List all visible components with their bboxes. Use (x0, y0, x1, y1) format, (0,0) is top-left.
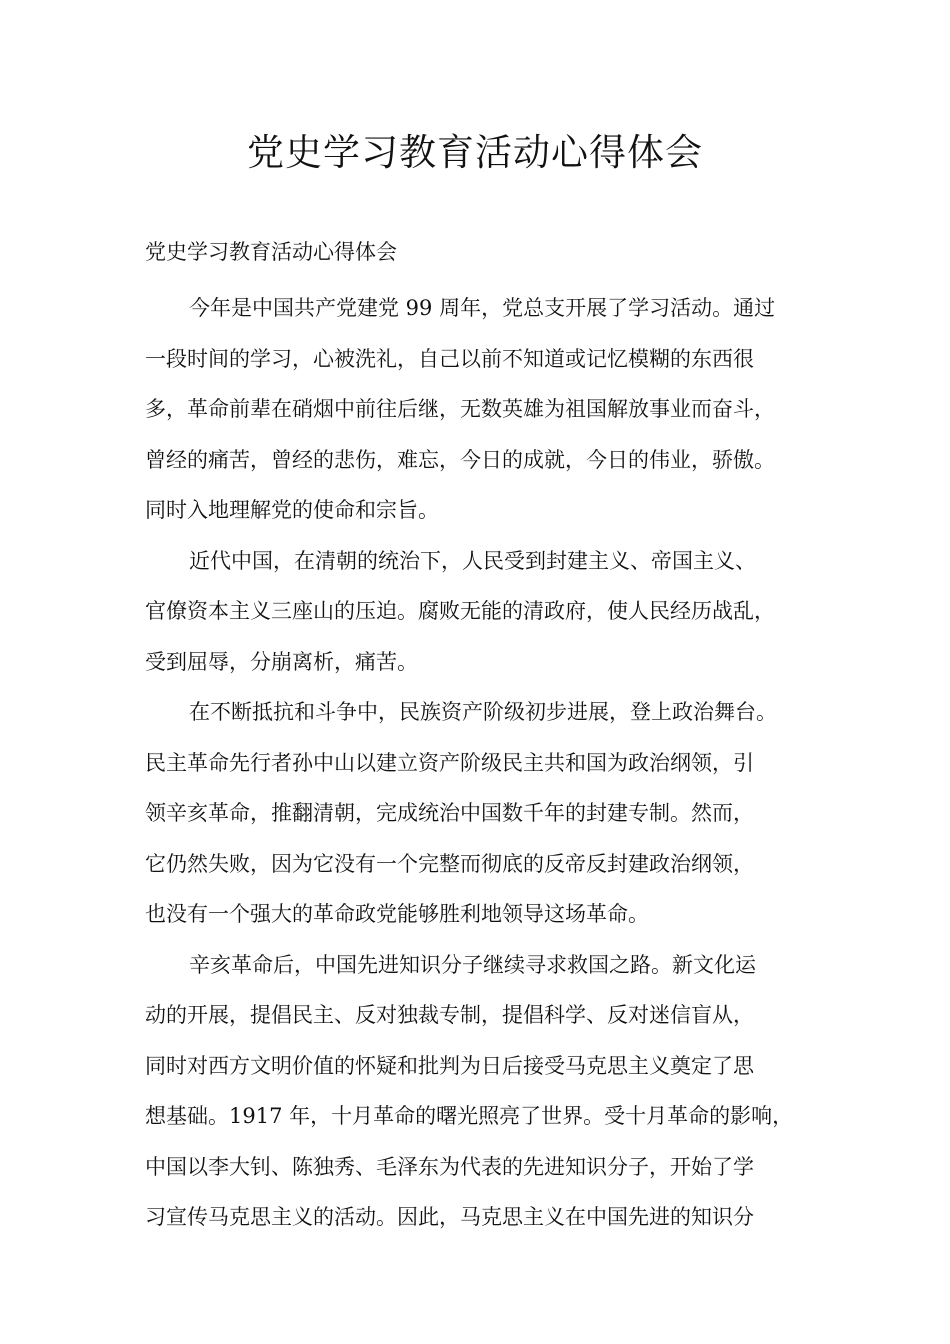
paragraph-line: 受到屈辱，分崩离析，痛苦。 (145, 649, 418, 674)
paragraph-line: 领辛亥革命，推翻清朝，完成统治中国数千年的封建专制。然而， (145, 801, 754, 825)
paragraph-line: 也没有一个强大的革命政党能够胜利地领导这场革命。 (145, 902, 649, 926)
paragraph-line: 同时对西方文明价值的怀疑和批判为日后接受马克思主义奠定了思 (145, 1053, 754, 1078)
paragraph-line: 它仍然失败，因为它没有一个完整而彻底的反帝反封建政治纲领， (145, 851, 754, 876)
paragraph-4 (145, 940, 825, 1243)
paragraph-line: 官僚资本主义三座山的压迫。腐败无能的清政府，使人民经历战乱， (145, 599, 775, 623)
document-subtitle: 党史学习教育活动心得体会 (145, 240, 397, 264)
paragraph-3 (145, 687, 825, 940)
paragraph-2 (145, 536, 825, 688)
paragraph-line: 曾经的痛苦，曾经的悲伤，难忘，今日的成就，今日的伟业，骄傲。 (145, 447, 775, 472)
paragraph-line: 想基础。1917 年，十月革命的曙光照亮了世界。受十月革命的影响， (145, 1104, 794, 1128)
paragraph-line: 一段时间的学习，心被洗礼，自己以前不知道或记忆模糊的东西很 (145, 346, 754, 371)
paragraph-line: 动的开展，提倡民主、反对独裁专制，提倡科学、反对迷信盲从， (145, 1003, 754, 1027)
paragraph-line: 多，革命前辈在硝烟中前往后继，无数英雄为祖国解放事业而奋斗， (145, 397, 775, 421)
paragraph-line: 习宣传马克思主义的活动。因此，马克思主义在中国先进的知识分 (145, 1205, 754, 1229)
document-body (145, 233, 825, 1243)
paragraph-line: 民主革命先行者孙中山以建立资产阶级民主共和国为政治纲领，引 (145, 750, 754, 775)
paragraph-line: 近代中国，在清朝的统治下，人民受到封建主义、帝国主义、 (189, 548, 756, 573)
document-title: 党史学习教育活动心得体会 (247, 131, 703, 174)
paragraph-line: 今年是中国共产党建党 99 周年，党总支开展了学习活动。通过 (189, 296, 776, 320)
paragraph-line: 中国以李大钊、陈独秀、毛泽东为代表的先进知识分子，开始了学 (145, 1154, 754, 1179)
paragraph-line: 辛亥革命后，中国先进知识分子继续寻求救国之路。新文化运 (189, 952, 756, 977)
paragraph-line: 同时入地理解党的使命和宗旨。 (145, 498, 439, 522)
paragraph-1 (145, 283, 825, 536)
paragraph-line: 在不断抵抗和斗争中，民族资产阶级初步进展，登上政治舞台。 (189, 700, 777, 724)
